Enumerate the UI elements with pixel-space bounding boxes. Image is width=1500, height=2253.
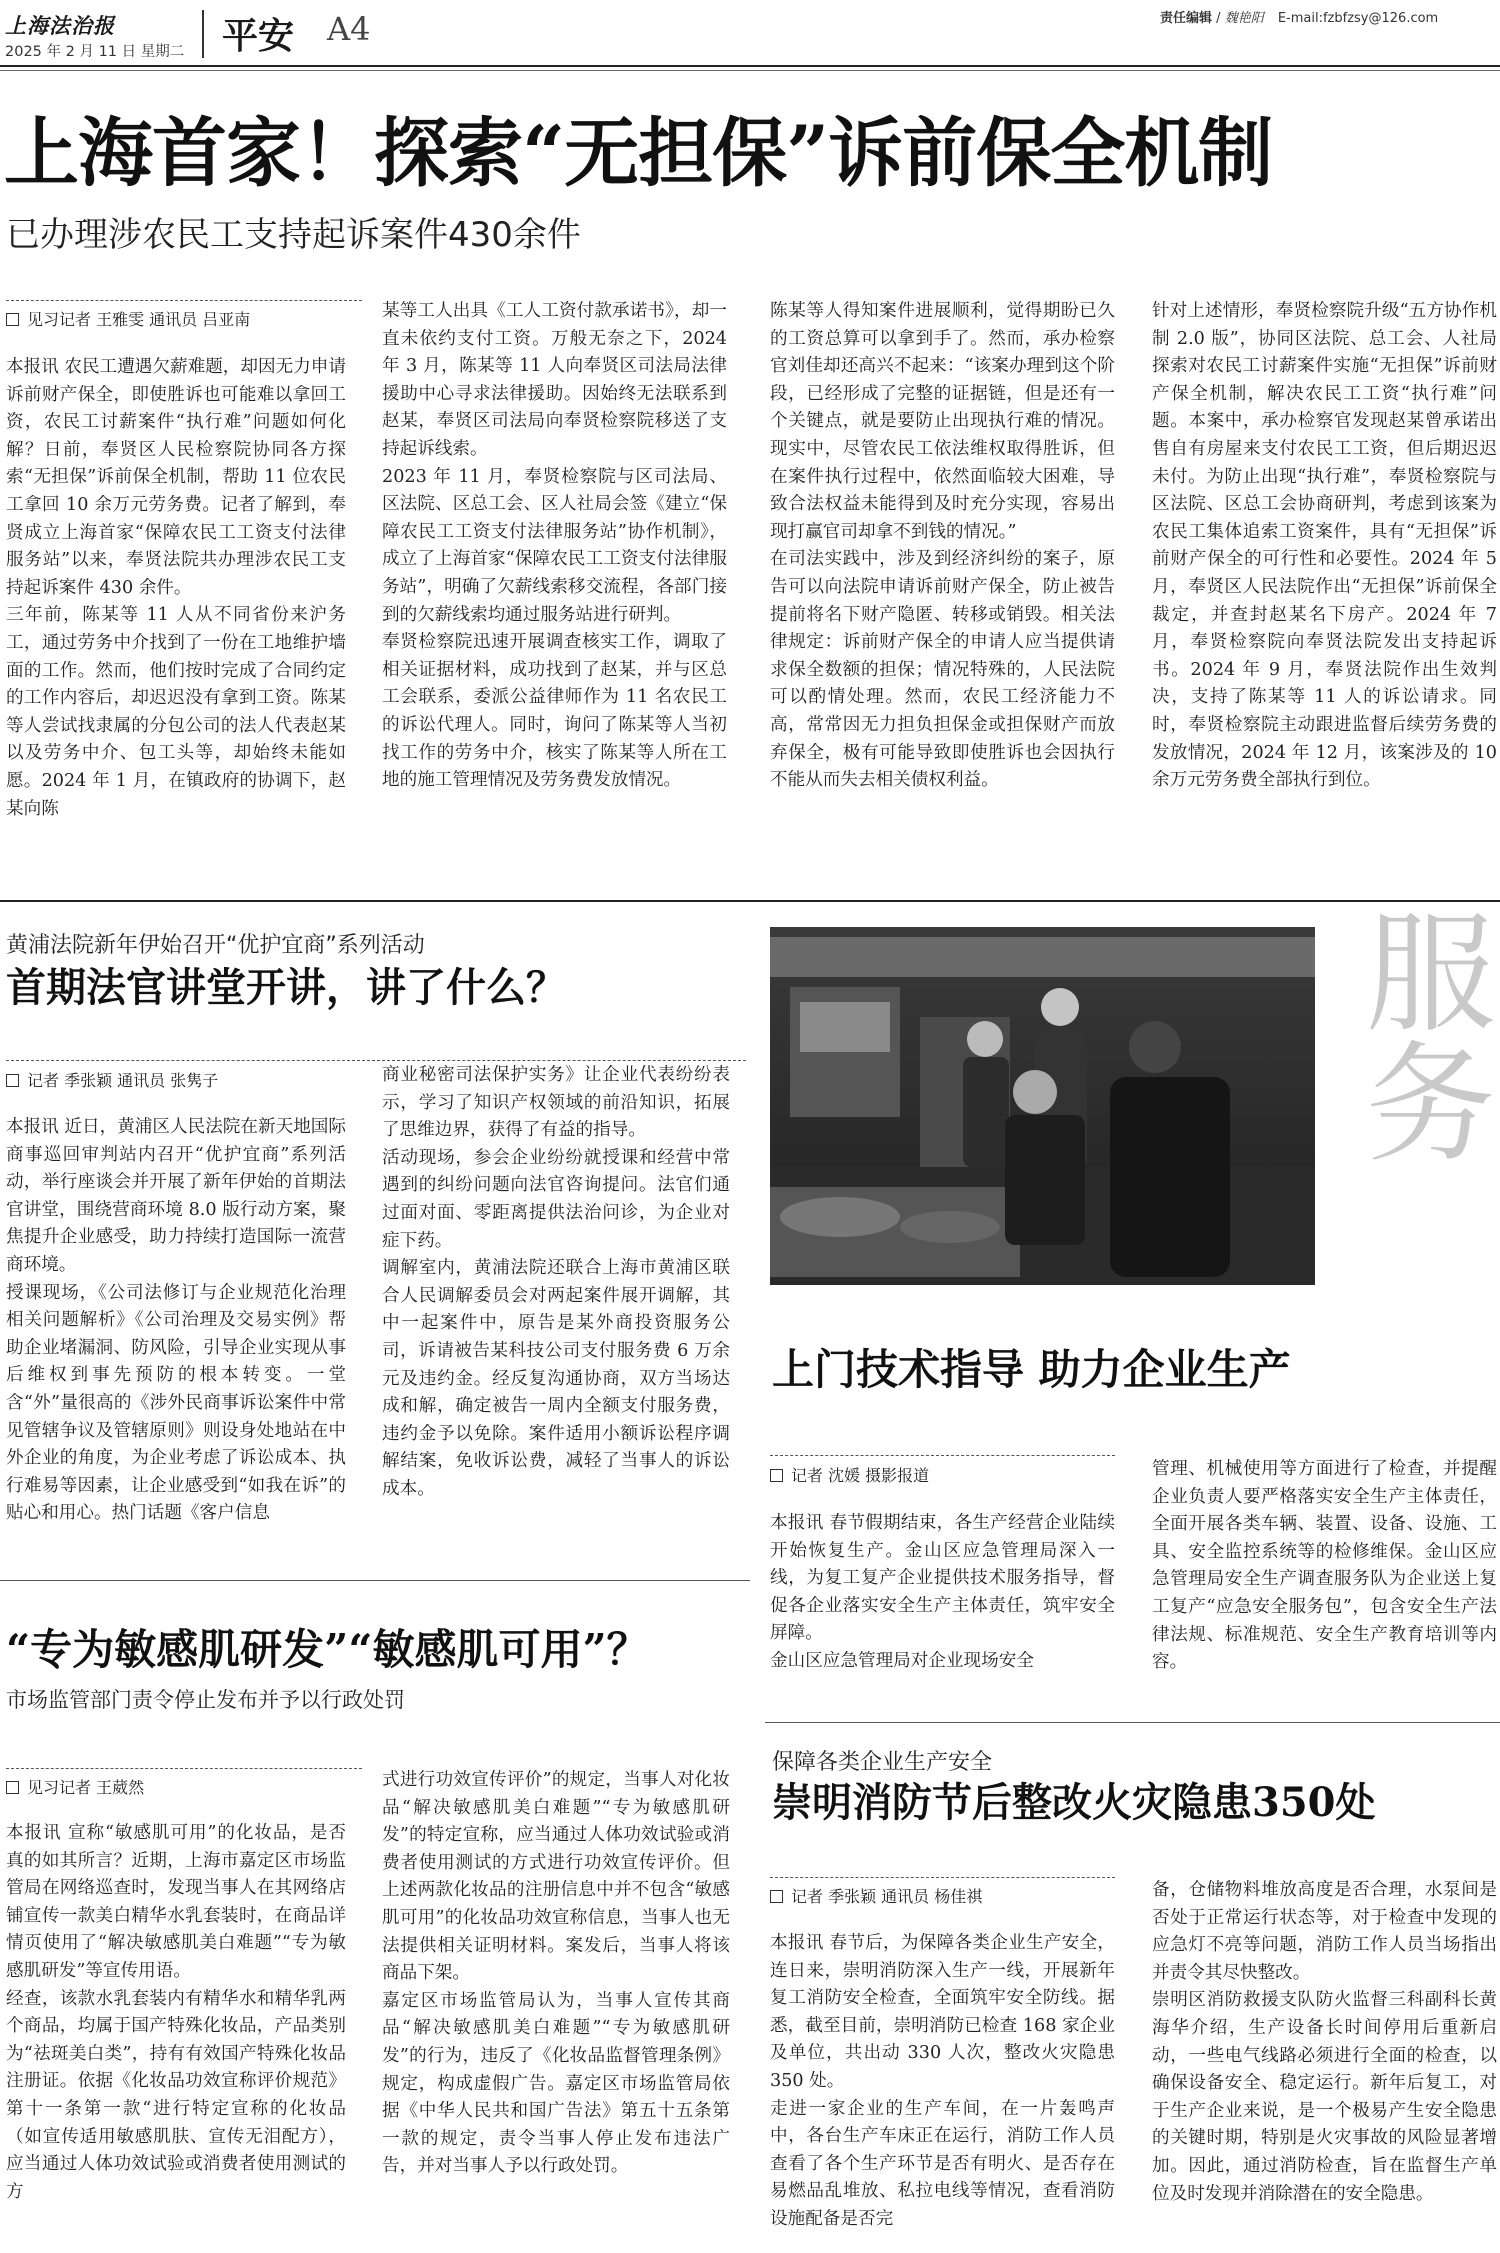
article1-col1: 本报讯 农民工遭遇欠薪难题，却因无力申请诉前财产保全，即使胜诉也可能难以拿回工资，农民工讨薪案件“执行难”问题如何化解？日前，奉贤区人民检察院协同各方探索“无担保”诉前保全机制，帮助 11 位农民工拿回 10 余万元劳务费。记者了解到，奉贤成立上海首家“保障农民工工资支付法律服务站”以来，奉贤法院共办理涉农民工支持起诉案件 430 余件。 三年前，陈某等 11 人从不同省份来沪务工，通过劳务中介找到了一份在工地维护墙面的工作。然而，他们按时完成了合同约定的工作内容后，却迟迟没有拿到工资。陈某等人尝试找隶属的分包公司的法人代表赵某以及劳务中介、包工头等，却始终未能如愿。2024 年 1 月，在镇政府的协调下，赵某向陈 xyxy=(6,357,346,819)
article2-col1: 本报讯 近日，黄浦区人民法院在新天地国际商事巡回审判站内召开“优护宜商”系列活动，举行座谈会并开展了新年伊始的首期法官讲堂，围绕营商环境 8.0 版行动方案，聚焦提升企业感受，助力持续打造国际一流营商环境。 授课现场，《公司法修订与企业规范化治理相关问题解析》《公司治理及交易实例》帮助企业堵漏洞、防风险，引导企业实现从事后维权到事先预防的根本转变。一堂含“外”量很高的《涉外民商事诉讼案件中常见管辖争议及管辖原则》则设身处地站在中外企业的角度，为企业考虑了诉讼成本、执行难易等因素，让企业感受到“如我在诉”的贴心和用心。热门话题《客户信息 xyxy=(6,1117,346,1524)
article1-bottom-rule xyxy=(0,900,1500,902)
article2-bottom-rule xyxy=(0,1580,750,1581)
article5-byline-rule xyxy=(770,1877,1115,1878)
article3-byline-rule xyxy=(770,1455,1115,1456)
article1-col2: 某等工人出具《工人工资付款承诺书》，却一直未依约支付工资。万般无奈之下，2024 年 3 月，陈某等 11 人向奉贤区司法局法律援助中心寻求法律援助。因始终无法联系到赵某，奉贤区司法局向奉贤检察院移送了支持起诉线索。 2023 年 11 月，奉贤检察院与区司法局、区法院、区总工会、区人社局会签《建立“保障农民工工资支付法律服务站”协作机制》，成立了上海首家“保障农民工工资支付法律服务站”，明确了欠薪线索移交流程，各部门接到的欠薪线索均通过服务站进行研判。 奉贤检察院迅速开展调查核实工作，调取了相关证据材料，成功找到了赵某，并与区总工会联系，委派公益律师作为 11 名农民工的诉讼代理人。同时，询问了陈某等人当初找工作的劳务中介，核实了陈某等人所在工地的施工管理情况及劳务费发放情况。 xyxy=(382,301,727,791)
article1-byline-text: 见习记者 王雅雯 通讯员 吕亚南 xyxy=(27,310,251,329)
article3-col1: 本报讯 春节假期结束，各生产经营企业陆续开始恢复生产。金山区应急管理局深入一线，为复工复产企业提供技术服务指导，督促各企业落实安全生产主体责任，筑牢安全屏障。 金山区应急管理局对企业现场安全 xyxy=(770,1513,1115,1671)
article2-kicker: 黄浦法院新年伊始召开“优护宜商”系列活动 xyxy=(6,933,425,958)
article1-byline-rule xyxy=(6,300,362,301)
article2-byline xyxy=(6,1068,218,1091)
article5-col1: 本报讯 春节后，为保障各类企业生产安全，连日来，崇明消防深入生产一线，开展新年复工消防安全检查，全面筑牢安全防线。据悉，截至目前，崇明消防已检查 168 家企业及单位，共出动 330 人次，整改火灾隐患 350 处。 走进一家企业的生产车间，在一片轰鸣声中，各台生产车床正在运行，消防工作人员查看了各个生产环节是否有明火、是否存在易燃品乱堆放、私拉电线等情况，查看消防设施配备是否完 xyxy=(770,1933,1115,2229)
article5-byline xyxy=(770,1884,982,1907)
editor-sep: / xyxy=(1216,11,1221,26)
article5-byline-text: 记者 季张颖 通讯员 杨佳祺 xyxy=(791,1887,983,1906)
article1-col3: 陈某等人得知案件进展顺利，觉得期盼已久的工资总算可以拿到手了。然而，承办检察官刘佳却还高兴不起来：“该案办理到这个阶段，已经形成了完整的证据链，但是还有一个关键点，就是要防止出现执行难的情况。现实中，尽管农民工依法维权取得胜诉，但在案件执行过程中，依然面临较大困难，导致合法权益未能得到及时充分实现，容易出现打赢官司却拿不到钱的情况。” 在司法实践中，涉及到经济纠纷的案子，原告可以向法院申请诉前财产保全，防止被告提前将名下财产隐匿、转移或销毁。相关法律规定：诉前财产保全的申请人应当提供请求保全数额的担保；情况特殊的，人民法院可以酌情处理。然而，农民工经济能力不高，常常因无力担负担保金或担保财产而放弃保全，极有可能导致即使胜诉也会因执行不能从而失去相关债权利益。 xyxy=(770,301,1115,791)
article5-title: 崇明消防节后整改火灾隐患350处 xyxy=(772,1779,1376,1826)
page-number: A4 xyxy=(327,10,371,48)
article2-byline-rule xyxy=(6,1060,746,1061)
masthead-rule-thin xyxy=(0,70,1500,71)
article4-title: “专为敏感肌研发”“敏感肌可用”？ xyxy=(6,1625,649,1674)
editor-label: 责任编辑 xyxy=(1160,11,1213,26)
article3-bottom-rule xyxy=(765,1722,1500,1723)
article4-subtitle: 市场监管部门责令停止发布并予以行政处罚 xyxy=(6,1688,405,1712)
article2-byline-text: 记者 季张颖 通讯员 张隽子 xyxy=(27,1071,219,1090)
masthead-divider xyxy=(202,10,204,58)
issue-date: 2025 年 2 月 11 日 星期二 xyxy=(5,44,185,60)
article3-byline-text: 记者 沈媛 摄影报道 xyxy=(791,1466,930,1485)
article3-side-chars: 服务 xyxy=(1344,905,1496,1165)
article1-title: 上海首家！探索“无担保”诉前保全机制 xyxy=(4,109,1273,197)
byline-box-icon xyxy=(6,1781,19,1794)
article4-byline-text: 见习记者 王葳然 xyxy=(27,1778,145,1797)
article4-byline-rule xyxy=(6,1768,362,1769)
article5-col2: 备，仓储物料堆放高度是否合理，水泵间是否处于正常运行状态等，对于检查中发现的应急灯不亮等问题，消防工作人员当场指出并责令其尽快整改。 崇明区消防救援支队防火监督三科副科长黄海华介绍，生产设备长时间停用后重新启动，一些电气线路必须进行全面的检查，以确保设备安全、稳定运行。新年后复工，对于生产企业来说，是一个极易产生安全隐患的关键时期，特别是火灾事故的风险显著增加。因此，通过消防检查，旨在监督生产单位及时发现并消除潜在的安全隐患。 xyxy=(1152,1880,1497,2204)
article3-byline xyxy=(770,1463,929,1486)
paper-name: 上海法治报 xyxy=(5,13,115,38)
workers-photo xyxy=(770,927,1315,1285)
article2-col2: 商业秘密司法保护实务》让企业代表纷纷表示，学习了知识产权领域的前沿知识，拓展了思维边界，获得了有益的指导。 活动现场，参会企业纷纷就授课和经营中常遇到的纠纷问题向法官咨询提问。法官们通过面对面、零距离提供法治问诊，为企业对症下药。 调解室内，黄浦法院还联合上海市黄浦区联合人民调解委员会对两起案件展开调解，其中一起案件中，原告是某外商投资服务公司，诉请被告某科技公司支付服务费 6 万余元及违约金。经反复沟通协商，双方当场达成和解，确定被告一周内全额支付服务费，违约金予以免除。案件适用小额诉讼程序调解结案，免收诉讼费，减轻了当事人的诉讼成本。 xyxy=(382,1065,730,1499)
article4-col1: 本报讯 宣称“敏感肌可用”的化妆品，是否真的如其所言？近期，上海市嘉定区市场监管局在网络巡查时，发现当事人在其网络店铺宣传一款美白精华水乳套装时，在商品详情页使用了“解决敏感肌美白难题”“专为敏感肌研发”等宣传用语。 经查，该款水乳套装内有精华水和精华乳两个商品，均属于国产特殊化妆品，产品类别为“祛斑美白类”，持有有效国产特殊化妆品注册证。依据《化妆品功效宣称评价规范》第十一条第一款“进行特定宣称的化妆品（如宣传适用敏感肌肤、宣传无泪配方），应当通过人体功效试验或消费者使用测试的方 xyxy=(6,1823,346,2202)
article2-title: 首期法官讲堂开讲，讲了什么？ xyxy=(6,964,566,1011)
byline-box-icon xyxy=(6,1074,19,1087)
masthead-rule xyxy=(0,65,1500,67)
editor-info xyxy=(1160,7,1438,26)
byline-box-icon xyxy=(770,1890,783,1903)
editor-email: E-mail:fzbfzsy@126.com xyxy=(1277,11,1439,26)
article3-col2: 管理、机械使用等方面进行了检查，并提醒企业负责人要严格落实安全生产主体责任，全面开展各类车辆、装置、设备、设施、工具、安全监控系统等的检修维保。金山区应急管理局安全生产调查服务队为企业送上复工复产“应急安全服务包”，包含安全生产法律法规、标准规范、安全生产教育培训等内容。 xyxy=(1152,1459,1497,1673)
byline-box-icon xyxy=(770,1469,783,1482)
masthead xyxy=(0,0,1500,70)
article3-title: 上门技术指导 助力企业生产 xyxy=(772,1345,1291,1394)
editor-name: 魏艳阳 xyxy=(1224,11,1264,26)
article1-byline xyxy=(6,307,250,330)
byline-box-icon xyxy=(6,313,19,326)
article1-subtitle: 已办理涉农民工支持起诉案件430余件 xyxy=(6,215,581,255)
article4-byline xyxy=(6,1775,144,1798)
article1-col4: 针对上述情形，奉贤检察院升级“五方协作机制 2.0 版”，协同区法院、总工会、人社局探索对农民工讨薪案件实施“无担保”诉前财产保全机制，解决农民工工资“执行难”问题。本案中，承办检察官发现赵某曾承诺出售自有房屋来支付农民工工资，但后期迟迟未付。为防止出现“执行难”，奉贤检察院与区法院、区总工会协商研判，考虑到该案为农民工集体追索工资案件，具有“无担保”诉前财产保全的可行性和必要性。2024 年 5 月，奉贤区人民法院作出“无担保”诉前保全裁定，并查封赵某名下房产。2024 年 7 月，奉贤检察院向奉贤法院发出支持起诉书。2024 年 9 月，奉贤法院作出生效判决，支持了陈某等 11 人的诉讼请求。同时，奉贤检察院主动跟进监督后续劳务费的发放情况，2024 年 12 月，该案涉及的 10 余万元劳务费全部执行到位。 xyxy=(1152,301,1497,791)
article4-col2: 式进行功效宣传评价”的规定，当事人对化妆品“解决敏感肌美白难题”“专为敏感肌研发”的特定宣称，应当通过人体功效试验或消费者使用测试的方式进行功效宣传评价。但上述两款化妆品的注册信息中并不包含“敏感肌可用”的化妆品功效宣称信息，当事人也无法提供相关证明材料。案发后，当事人将该商品下架。 嘉定区市场监管局认为，当事人宣传其商品“解决敏感肌美白难题”“专为敏感肌研发”的行为，违反了《化妆品监督管理条例》规定，构成虚假广告。嘉定区市场监管局依据《中华人民共和国广告法》第五十五条第一款的规定，责令当事人停止发布违法广告，并对当事人予以行政处罚。 xyxy=(382,1770,730,2177)
article3-photo xyxy=(770,927,1315,1285)
article5-kicker: 保障各类企业生产安全 xyxy=(772,1750,993,1775)
section-name: 平安 xyxy=(222,16,295,57)
